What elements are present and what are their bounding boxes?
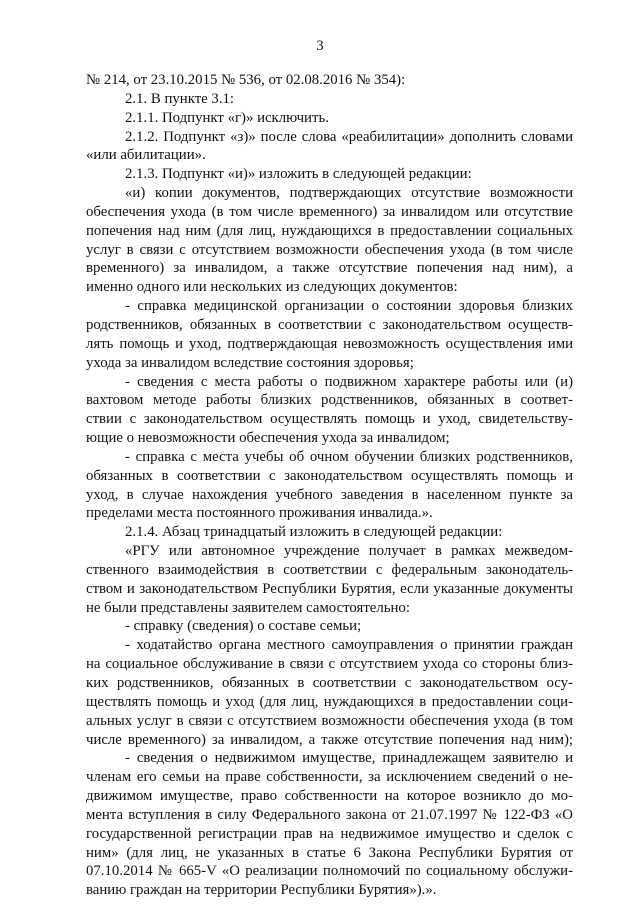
text-line: «или абилитации».	[86, 147, 206, 164]
text-line: лять помощь и уход, подтверждающая невозможность осуществления ими	[86, 335, 573, 352]
text-line: ством и законодательством Республики Бурятия, если указанные документы	[86, 580, 573, 597]
text-line: на социальное обслуживание в связи с отсутствием ухода со стороны близ-	[86, 656, 573, 673]
text-line: - ходатайство органа местного самоуправления о принятии граждан	[125, 637, 573, 654]
document-body	[86, 71, 573, 900]
text-line: ких родственников, обязанных в соответствии с законодательством осу-	[86, 675, 573, 691]
text-line: обязанных в соответствии с законодательством осуществлять помощь и	[86, 467, 573, 484]
text-line: ухода за инвалидом вследствие состояния здоровья;	[86, 354, 414, 371]
text-line: - сведения с места работы о подвижном характере работы или (и)	[125, 373, 573, 390]
text-line: мента вступления в силу Федерального закона от 21.07.1997 № 122-ФЗ «О	[86, 806, 573, 823]
text-line: ществлять помощь и уход (для лиц, нуждающихся в предоставлении соци-	[86, 693, 573, 710]
text-line: 2.1.2. Подпункт «з)» после слова «реабилитации» дополнить словами	[125, 128, 573, 145]
text-line: числе временного) за инвалидом, а также отсутствие попечения над ним);	[86, 731, 573, 748]
text-line: пределами места постоянного проживания инвалида.».	[86, 505, 433, 522]
text-line: 2.1.1. Подпункт «г)» исключить.	[125, 109, 329, 126]
text-line: 2.1. В пункте 3.1:	[125, 90, 235, 107]
text-line: 2.1.3. Подпункт «и)» изложить в следующей редакции:	[125, 166, 472, 183]
text-line: временного) за инвалидом, а также отсутствие попечения над ним), а	[86, 260, 573, 277]
text-line: ственного взаимодействия в соответствии с федеральным законодатель-	[86, 561, 573, 578]
text-line: - справку (сведения) о составе семьи;	[125, 618, 362, 635]
text-line: движимом имуществе, право собственности на которое возникло до мо-	[86, 788, 573, 805]
text-line: ванию граждан на территории Республики Бурятия»).».	[86, 882, 437, 899]
text-line: уход, в случае нахождения учебного заведения в населенном пункте за	[86, 486, 573, 503]
text-line: ющие о невозможности обеспечения ухода за инвалидом;	[86, 430, 450, 447]
text-line: 07.10.2014 № 665-V «О реализации полномочий по социальному обслужи-	[86, 863, 573, 880]
text-line: не были представлены заявителем самостоятельно:	[86, 599, 410, 616]
text-line: - справка с места учебы об очном обучении близких родственников,	[125, 448, 573, 465]
text-line: № 214, от 23.10.2015 № 536, от 02.08.2016 № 354):	[86, 72, 406, 88]
text-line: «и) копии документов, подтверждающих отсутствие возможности	[125, 185, 573, 202]
text-line: членам его семьи на праве собственности, за исключением сведений о не-	[86, 769, 573, 786]
text-line: - сведения о недвижимом имуществе, принадлежащем заявителю и	[125, 750, 573, 767]
text-line: вахтовом методе работы близких родственников, обязанных в соответ-	[86, 392, 573, 409]
text-line: альных услуг в связи с отсутствием возможности обеспечения ухода (в том	[86, 712, 573, 729]
text-line: обеспечения ухода (в том числе временного) за инвалидом или отсутствие	[86, 203, 573, 220]
page-number: 3	[316, 38, 324, 54]
text-line: родственников, обязанных в соответствии с законодательством осуществ-	[86, 316, 573, 333]
text-line: услуг в связи с отсутствием возможности обеспечения ухода (в том числе	[86, 241, 573, 258]
text-line: 2.1.4. Абзац тринадцатый изложить в следующей редакции:	[125, 524, 503, 541]
text-line: попечения над ним (для лиц, нуждающихся в предоставлении социальных	[86, 222, 573, 239]
text-line: ним» (для лиц, не указанных в статье 6 Закона Республики Бурятия от	[86, 844, 573, 861]
text-line: - справка медицинской организации о состоянии здоровья близких	[125, 298, 573, 315]
text-line: государственной регистрации прав на недвижимое имущество и сделок с	[86, 825, 573, 842]
text-line: именно одного или нескольких из следующих документов:	[86, 279, 458, 296]
text-line: ствии с законодательством осуществлять помощь и уход, свидетельству-	[86, 411, 573, 428]
text-line: «РГУ или автономное учреждение получает в рамках межведом-	[125, 543, 573, 560]
